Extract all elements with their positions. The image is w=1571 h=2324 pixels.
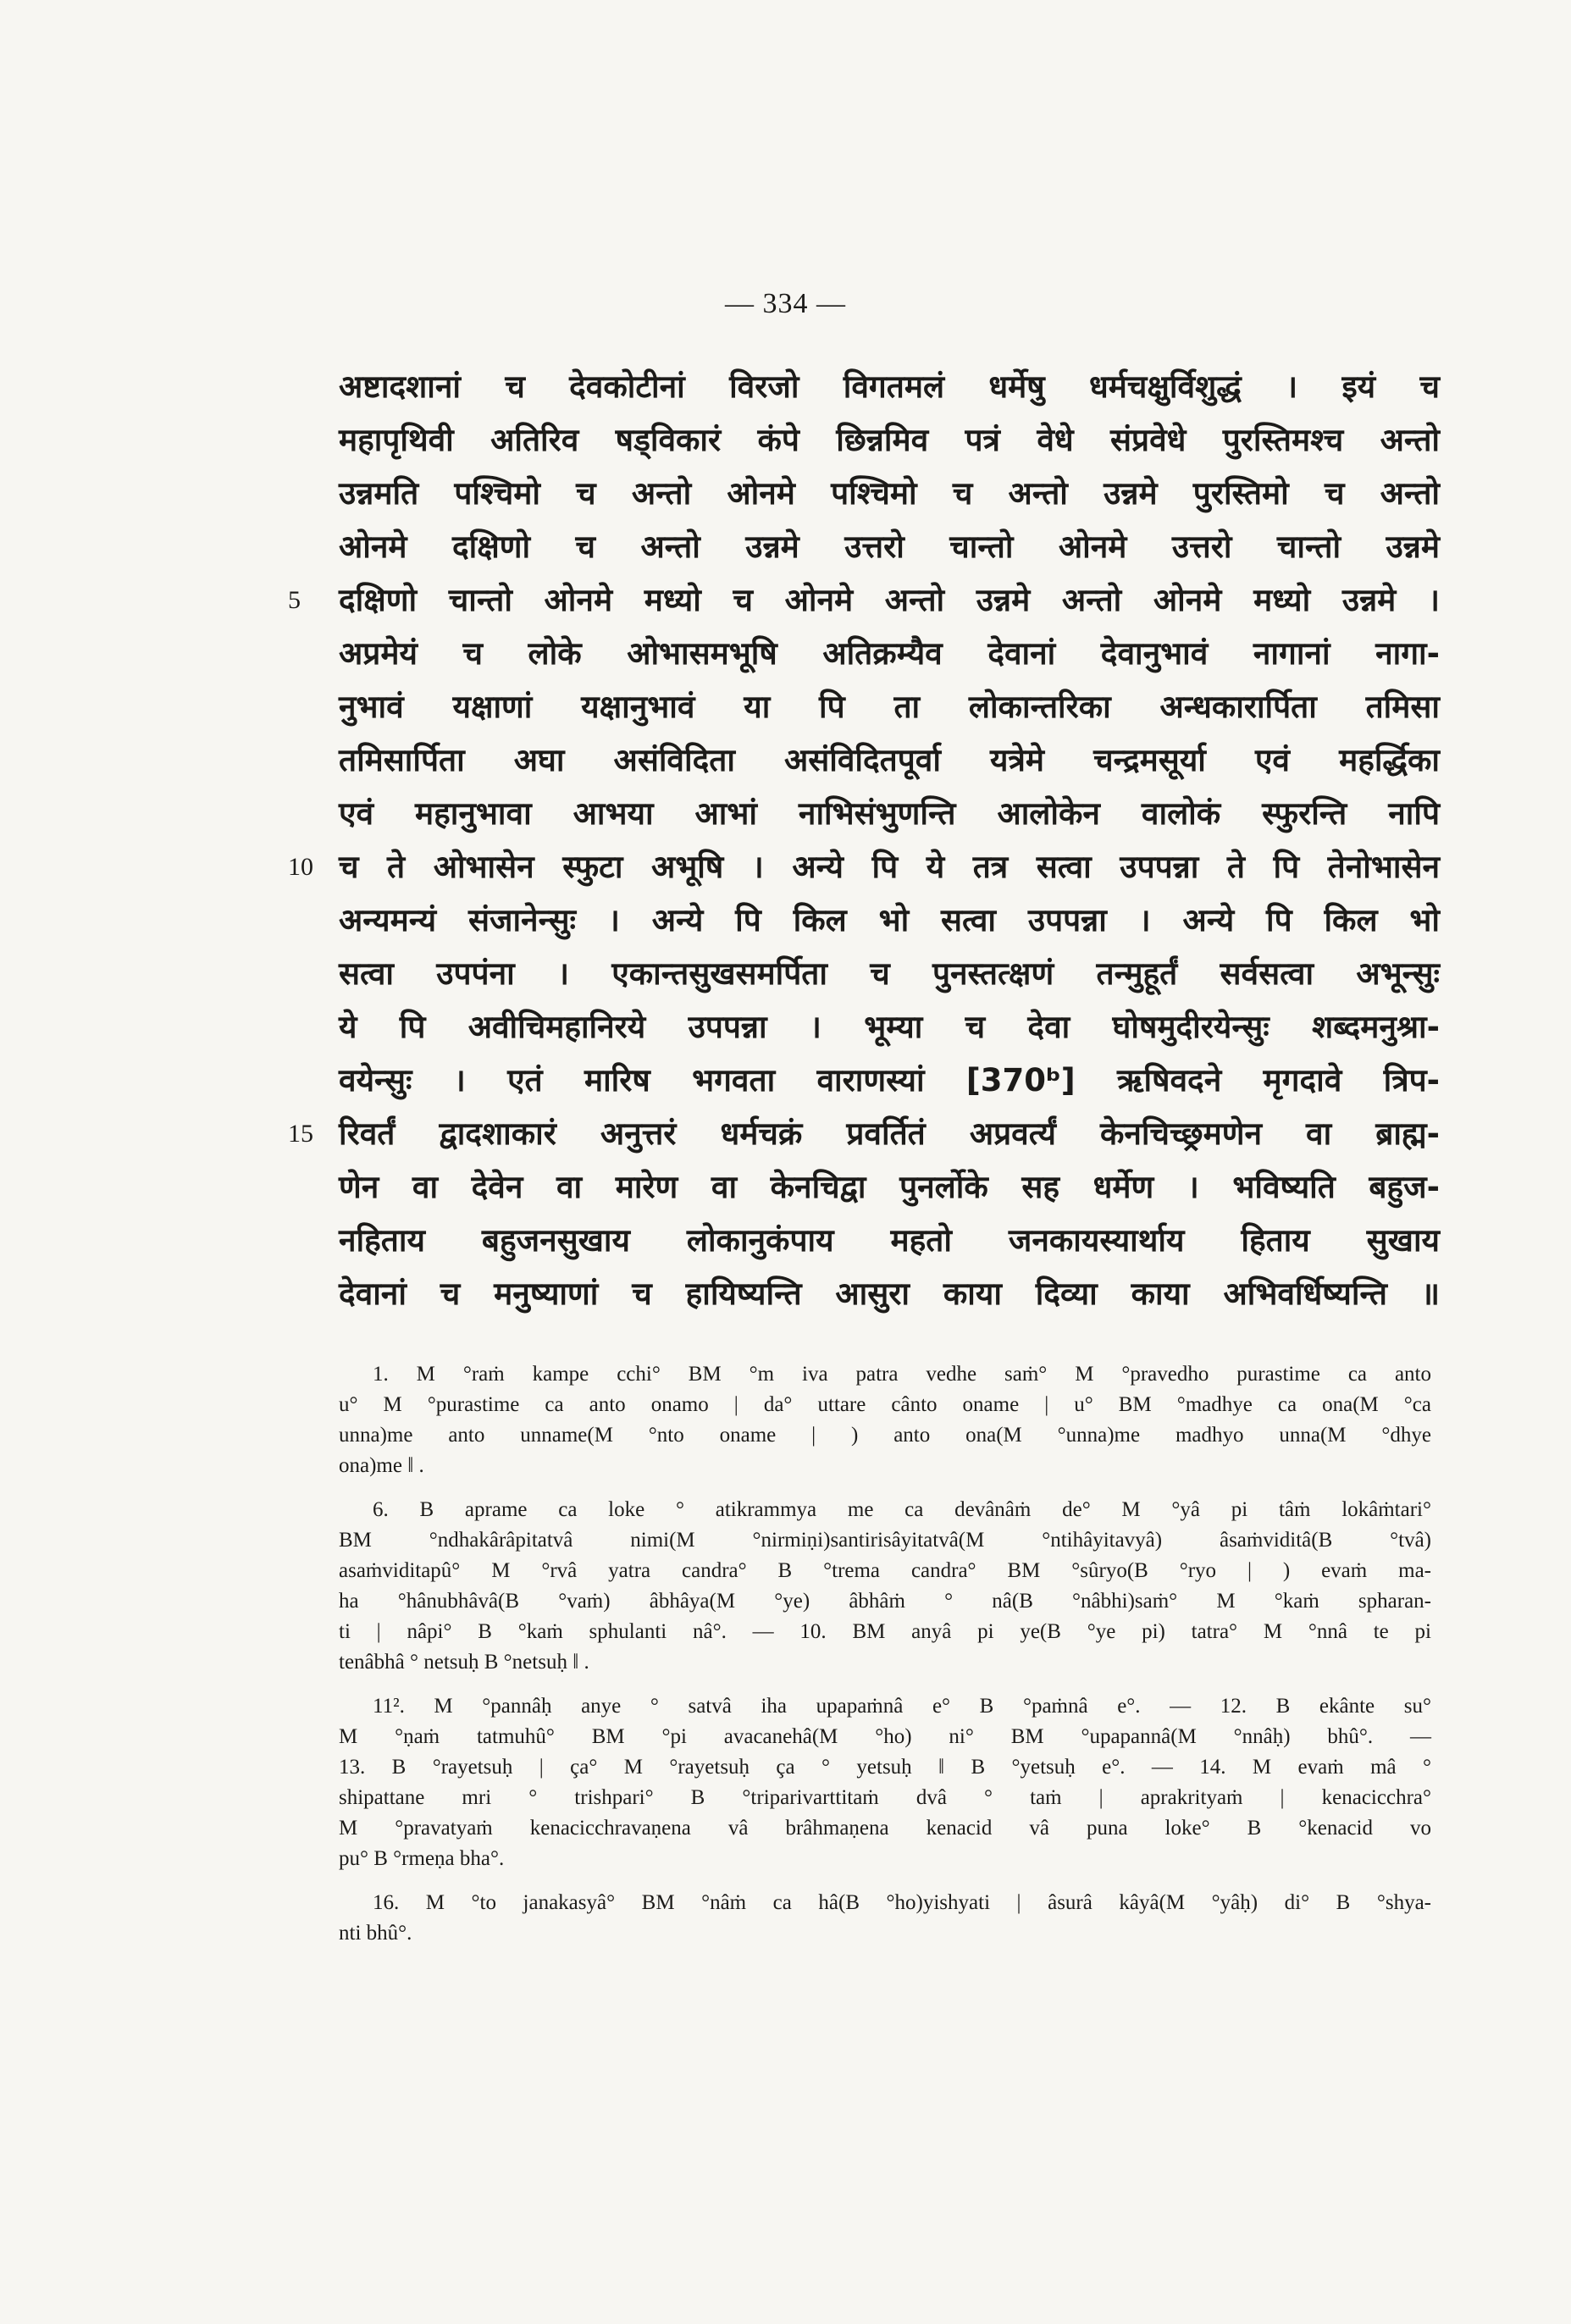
text-line [339,520,1440,573]
text-line [339,1267,1440,1320]
line-text: णेन वा देवेन वा मारेण वा केनचिद्वा पुनर्लोके सह धर्मेण । भविष्यति बहुज- [339,1169,1440,1205]
line-text: तमिसार्पिता अघा असंविदिता असंविदितपूर्वा यत्रेमे चन्द्रमसूर्या एवं महर्द्धिका [339,742,1440,778]
footnote-line: 1. M °raṁ kampe cchi° BM °m iva patra vedhe saṁ° M °pravedho purastime ca anto [373,1363,1431,1386]
line-text: वयेन्सुः । एतं मारिष भगवता वाराणस्यां [370ᵇ] ऋषिवदने मृगदावे त्रिप- [339,1062,1440,1098]
line-text: नुभावं यक्षाणां यक्षानुभावं या पि ता लोकान्तरिका अन्धकारार्पिता तमिसा [339,689,1440,725]
line-text: ये पि अवीचिमहानिरये उपपन्ना । भूम्या च देवा घोषमुदीरयेन्सुः शब्दमनुश्रा- [339,1009,1440,1045]
text-line [339,894,1440,947]
footnote-line: unna)me anto unname(M °nto oname | ) anto ona(M °unna)me madhyo unna(M °dhye [339,1424,1431,1447]
line-number: 10 [288,853,313,881]
line-text: अन्यमन्यं संजानेन्सुः । अन्ये पि किल भो सत्वा उपपन्ना । अन्ये पि किल भो [339,902,1440,938]
line-text: च ते ओभासेन स्फुटा अभूषि । अन्ये पि ये तत्र सत्वा उपपन्ना ते पि तेनोभासेन [339,849,1440,885]
page-number: — 334 — [725,288,846,319]
footnote-line: shipattane mri ° trishpari° B °triparivarttitaṁ dvâ ° taṁ | aprakrityaṁ | kenacicchra° [339,1786,1431,1809]
text-line [339,947,1440,1000]
text-line [288,1107,1440,1160]
footnote-line: 13. B °rayetsuḥ | ça° M °rayetsuḥ ça ° yetsuḥ ‖ B °yetsuḥ e°. — 14. M evaṁ mâ ° [339,1756,1431,1779]
footnote-line: M °pravatyaṁ kenacicchravaṇena vâ brâhmaṇena kenacid vâ puna loke° B °kenacid vo [339,1817,1431,1840]
text-line [339,360,1440,413]
footnote-line: tenâbhâ ° netsuḥ B °netsuḥ ‖ . [339,1651,589,1674]
text-line [288,573,1440,627]
text-line [339,1160,1440,1214]
footnote-line: M °ṇaṁ tatmuhû° BM °pi avacanehâ(M °ho) ni° BM °upapannâ(M °nnâḥ) bhû°. — [339,1725,1431,1748]
footnote-line: ti | nâpi° B °kaṁ sphulanti nâ°. — 10. BM anyâ pi ye(B °ye pi) tatra° M °nnâ te pi [339,1620,1431,1643]
line-text: उन्नमति पश्चिमो च अन्तो ओनमे पश्चिमो च अन्तो उन्नमे पुरस्तिमो च अन्तो [339,475,1440,512]
text-line [339,733,1440,787]
sanskrit-main-text [288,360,1440,1320]
footnote-line: BM °ndhakârâpitatvâ nimi(M °nirmiṇi)santirisâyitatvâ(M °ntihâyitavyâ) âsaṁviditâ(B °tvâ) [339,1529,1431,1552]
footnote-paragraph [339,1888,1431,1949]
footnote-line: pu° B °rmeṇa bha°. [339,1847,505,1870]
line-number: 5 [288,586,301,614]
footnote-line: 16. M °to janakasyâ° BM °nâṁ ca hâ(B °ho)yishyati | âsurâ kâyâ(M °yâḥ) di° B °shya- [373,1891,1431,1914]
line-number: 15 [288,1120,313,1148]
line-text: सत्वा उपपंना । एकान्तसुखसमर्पिता च पुनस्तत्क्षणं तन्मुहूर्तं सर्वसत्वा अभून्सुः [339,955,1440,992]
text-line [339,787,1440,840]
line-text: अष्टादशानां च देवकोटीनां विरजो विगतमलं धर्मेषु धर्मचक्षुर्विशुद्धं । इयं च [339,368,1440,405]
text-line [339,413,1440,467]
text-line [339,627,1440,680]
line-text: रिवर्तं द्वादशाकारं अनुत्तरं धर्मचक्रं प्रवर्तितं अप्रवर्त्यं केनचिच्छ्रमणेन वा ब्राह्म- [339,1115,1440,1152]
line-text: देवानां च मनुष्याणां च हायिष्यन्ति आसुरा काया दिव्या काया अभिवर्धिष्यन्ति ॥ [339,1275,1440,1312]
footnote-line: 11². M °pannâḥ anye ° satvâ iha upapaṁnâ e° B °paṁnâ e°. — 12. B ekânte su° [373,1695,1431,1718]
line-text: नहिताय बहुजनसुखाय लोकानुकंपाय महतो जनकायस्यार्थाय हिताय सुखाय [339,1222,1440,1259]
text-line [339,1054,1440,1107]
text-line [339,1214,1440,1267]
line-text: ओनमे दक्षिणो च अन्तो उन्नमे उत्तरो चान्तो ओनमे उत्तरो चान्तो उन्नमे [339,528,1440,565]
text-line [339,1000,1440,1054]
footnote-line: ha °hânubhâvâ(B °vaṁ) âbhâya(M °ye) âbhâṁ ° nâ(B °nâbhi)saṁ° M °kaṁ spharan- [339,1590,1431,1613]
text-line [339,467,1440,520]
footnote-line: ona)me ‖ . [339,1454,424,1477]
line-text: एवं महानुभावा आभया आभां नाभिसंभुणन्ति आलोकेन वालोकं स्फुरन्ति नापि [339,795,1440,832]
footnote-paragraph [339,1691,1431,1874]
line-text: अप्रमेयं च लोके ओभासमभूषि अतिक्रम्यैव देवानां देवानुभावं नागानां नागा- [339,635,1440,672]
line-text: महापृथिवी अतिरिव षड्विकारं कंपे छिन्नमिव पत्रं वेधे संप्रवेधे पुरस्तिमश्च अन्तो [339,422,1440,458]
footnote-line: nti bhû°. [339,1922,412,1945]
footnote-line: u° M °purastime ca anto onamo | da° uttare cânto oname | u° BM °madhye ca ona(M °ca [339,1393,1431,1416]
text-line [288,840,1440,894]
line-text: दक्षिणो चान्तो ओनमे मध्यो च ओनमे अन्तो उन्नमे अन्तो ओनमे मध्यो उन्नमे । [339,582,1440,618]
text-line [339,680,1440,733]
footnote-line: asaṁviditapû° M °rvâ yatra candra° B °trema candra° BM °sûryo(B °ryo | ) evaṁ ma- [339,1559,1431,1582]
footnote-paragraph [339,1359,1431,1481]
footnotes [339,1359,1431,1962]
footnote-paragraph [339,1495,1431,1678]
footnote-line: 6. B aprame ca loke ° atikrammya me ca devânâṁ de° M °yâ pi tâṁ lokâṁtari° [373,1498,1431,1521]
